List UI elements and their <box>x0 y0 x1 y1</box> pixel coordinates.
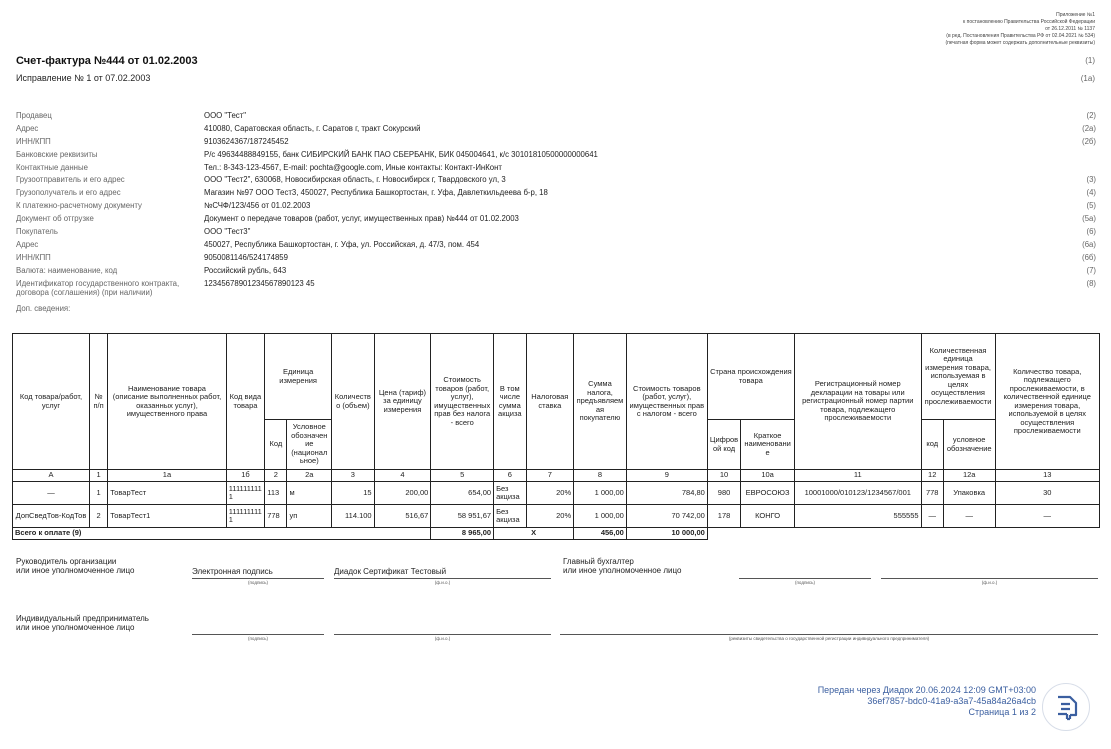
cell: 516,67 <box>374 505 431 528</box>
cell: 70 742,00 <box>626 505 707 528</box>
subtitle-code: (1а) <box>1080 74 1095 83</box>
field-label: ИНН/КПП <box>16 252 51 262</box>
cell: 30 <box>995 482 1099 505</box>
cell: м <box>287 482 332 505</box>
field-row <box>16 266 1096 279</box>
field-label: ИНН/КПП <box>16 136 51 146</box>
total-cost-no-tax: 8 965,00 <box>431 528 494 540</box>
cell: 784,80 <box>626 482 707 505</box>
col-header: Регистрационный номер декларации на товары или регистрационный номер партии товара, подлежащего прослеживаемости <box>794 334 921 470</box>
cell: — <box>943 505 995 528</box>
field-value: 450027, Республика Башкортостан, г. Уфа, ул. Российская, д. 47/3, пом. 454 <box>204 239 480 249</box>
cell: 1111111111 <box>226 482 264 505</box>
col-number: 4 <box>374 470 431 482</box>
field-label: Доп. сведения: <box>16 303 71 313</box>
field-row <box>16 175 1096 188</box>
field-value: Российский рубль, 643 <box>204 265 287 275</box>
field-label: Грузоотправитель и его адрес <box>16 175 125 185</box>
table-row <box>13 482 1100 505</box>
field-code: (3) <box>1086 175 1096 185</box>
correction-line: Исправление № 1 от 07.02.2003 <box>16 73 151 83</box>
total-label: Всего к оплате (9) <box>13 528 431 540</box>
annex-line: Приложение №1 <box>1056 12 1095 18</box>
cell: 654,00 <box>431 482 494 505</box>
field-row <box>16 124 1096 137</box>
field-value: Магазин №97 ООО Тест3, 450027, Республика Башкортостан, г. Уфа, Давлеткильдеева б-р, 18 <box>204 188 548 198</box>
col-number: 1б <box>226 470 264 482</box>
col-number: А <box>13 470 90 482</box>
cell: 58 951,67 <box>431 505 494 528</box>
cell: КОНГО <box>741 505 795 528</box>
entrepreneur-name-field <box>334 623 551 635</box>
total-cost-tax: 10 000,00 <box>626 528 707 540</box>
col-number: 10а <box>741 470 795 482</box>
field-label: Адрес <box>16 239 39 249</box>
cell: 778 <box>265 505 287 528</box>
field-code: (7) <box>1086 265 1096 275</box>
total-tax: 456,00 <box>574 528 627 540</box>
col-header: Цена (тариф) за единицу измерения <box>374 334 431 470</box>
field-code: (5) <box>1086 201 1096 211</box>
name-hint: (ф.и.о.) <box>981 580 998 585</box>
name-hint: (ф.и.о.) <box>434 636 451 641</box>
field-label: К платежно-расчетному документу <box>16 201 142 211</box>
sign-hint: (подпись) <box>247 580 268 585</box>
field-code: (2б) <box>1082 136 1096 146</box>
title-code: (1) <box>1085 56 1095 65</box>
cell: 2 <box>89 505 107 528</box>
field-row <box>16 201 1096 214</box>
cell: 555555 <box>794 505 921 528</box>
table-row <box>13 505 1100 528</box>
col-number: 8 <box>574 470 627 482</box>
cell: 1 <box>89 482 107 505</box>
empty-cell <box>707 528 1099 540</box>
entrepreneur-certificate-field <box>560 623 1098 635</box>
field-code: (4) <box>1086 188 1096 198</box>
name-hint: (ф.и.о.) <box>434 580 451 585</box>
col-number: 2 <box>265 470 287 482</box>
transfer-stamp-text <box>818 685 1036 718</box>
total-excise: X <box>494 528 574 540</box>
field-value: 410080, Саратовская область, г. Саратов г, тракт Сокурский <box>204 123 421 133</box>
cell: 1 000,00 <box>574 505 627 528</box>
cell: Без акциза <box>494 482 526 505</box>
col-header: условное обозначение <box>943 420 995 470</box>
page-counter: Страница 1 из 2 <box>968 707 1036 717</box>
field-value: 12345678901234567890123 45 <box>204 278 315 288</box>
field-label: Контактные данные <box>16 162 88 172</box>
cell: уп <box>287 505 332 528</box>
field-value: ООО "Тест3" <box>204 227 251 237</box>
field-label: Банковские реквизиты <box>16 149 98 159</box>
annex-line: (печатная форма может содержать дополнительные реквизиты) <box>945 40 1095 46</box>
field-label: Идентификатор государственного контракта, договора (соглашения) (при наличии) <box>16 278 180 297</box>
cell: Упаковка <box>943 482 995 505</box>
col-header: Краткое наименование <box>741 420 795 470</box>
field-label: Документ об отгрузке <box>16 214 94 224</box>
accountant-signature-field <box>739 567 871 579</box>
col-number: 1 <box>89 470 107 482</box>
field-value: 9103624367/187245452 <box>204 136 289 146</box>
cell: 15 <box>332 482 375 505</box>
invoice-title: Счет-фактура №444 от 01.02.2003 <box>16 55 198 67</box>
col-header: № п/п <box>89 334 107 470</box>
annex-line: к постановлению Правительства Российской Федерации <box>963 19 1095 25</box>
col-number: 12а <box>943 470 995 482</box>
col-header: код <box>921 420 943 470</box>
col-header: Цифровой код <box>707 420 740 470</box>
col-number: 6 <box>494 470 526 482</box>
field-code: (8) <box>1086 278 1096 288</box>
invoice-fields <box>16 111 1096 316</box>
field-row <box>16 137 1096 150</box>
cell: 114.100 <box>332 505 375 528</box>
field-row <box>16 227 1096 240</box>
col-header: Код <box>265 420 287 470</box>
cell: 778 <box>921 482 943 505</box>
entrepreneur-signature-field <box>192 623 324 635</box>
field-row <box>16 188 1096 201</box>
cell: 20% <box>526 505 574 528</box>
sign-hint: (подпись) <box>794 580 815 585</box>
cell: Без акциза <box>494 505 526 528</box>
cell: 1111111111 <box>226 505 264 528</box>
head-signature-field: Электронная подпись <box>192 567 324 579</box>
col-header: В том числе сумма акциза <box>494 334 526 470</box>
cell: 1 000,00 <box>574 482 627 505</box>
col-number: 9 <box>626 470 707 482</box>
col-number: 11 <box>794 470 921 482</box>
field-value: ООО "Тест" <box>204 111 247 120</box>
field-value: ООО "Тест2", 630068, Новосибирская область, г. Новосибирск г, Твардовского ул, 3 <box>204 175 506 185</box>
cell: — <box>995 505 1099 528</box>
entrepreneur-label: Индивидуальный предприниматель или иное уполномоченное лицо <box>16 614 149 632</box>
cell: 980 <box>707 482 740 505</box>
col-header: Сумма налога, предъявляемая покупателю <box>574 334 627 470</box>
diadoc-logo-icon <box>1055 695 1079 721</box>
field-row <box>16 150 1096 163</box>
col-number: 10 <box>707 470 740 482</box>
cell: ТоварТест1 <box>108 505 227 528</box>
col-number: 5 <box>431 470 494 482</box>
field-row <box>16 279 1096 304</box>
col-header: Наименование товара (описание выполненных работ, оказанных услуг), имущественного права <box>108 334 227 470</box>
col-header: Стоимость товаров (работ, услуг), имущественных прав без налога - всего <box>431 334 494 470</box>
col-header: Единица измерения <box>265 334 332 420</box>
field-code: (6а) <box>1082 239 1096 249</box>
transfer-date: Передан через Диадок 20.06.2024 12:09 GMT+03:00 <box>817 685 1036 695</box>
field-row <box>16 253 1096 266</box>
field-label: Покупатель <box>16 227 58 237</box>
accountant-name-field <box>881 567 1098 579</box>
field-code: (2а) <box>1082 123 1096 133</box>
col-header: Код вида товара <box>226 334 264 470</box>
cell: ДопСведТов-КодТов <box>13 505 90 528</box>
col-header: Условное обозначение (национальное) <box>287 420 332 470</box>
col-header: Стоимость товаров (работ, услуг), имущественных прав с налогом - всего <box>626 334 707 470</box>
col-header: Налоговая ставка <box>526 334 574 470</box>
field-row <box>16 163 1096 176</box>
field-row <box>16 304 1096 317</box>
col-header: Количество товара, подлежащего прослеживаемости, в количественной единице измерения товара, используемой в целях осуществления прослеживаемости <box>995 334 1099 470</box>
total-row <box>13 528 1100 540</box>
cell: 20% <box>526 482 574 505</box>
field-value: №СЧФ/123/456 от 01.02.2003 <box>204 201 311 211</box>
annex-header <box>895 12 1095 47</box>
document-guid: 36ef7857-bdc0-41a9-a3a7-45a84a26a4cb <box>867 696 1036 706</box>
col-header: Код товара/работ, услуг <box>13 334 90 470</box>
accountant-label: Главный бухгалтер или иное уполномоченное лицо <box>563 557 682 575</box>
diadoc-stamp <box>1042 683 1090 731</box>
col-number: 7 <box>526 470 574 482</box>
col-header: Количество (объем) <box>332 334 375 470</box>
field-label: Грузополучатель и его адрес <box>16 188 121 198</box>
field-row <box>16 111 1096 124</box>
col-number: 1а <box>108 470 227 482</box>
col-number: 12 <box>921 470 943 482</box>
field-code: (6б) <box>1082 252 1096 262</box>
field-label: Валюта: наименование, код <box>16 265 118 275</box>
field-code: (5а) <box>1082 214 1096 224</box>
certificate-hint: (реквизиты свидетельства о государственной регистрации индивидуального предпринимателя) <box>728 636 930 641</box>
cell: 178 <box>707 505 740 528</box>
col-header: Количественная единица измерения товара, используемая в целях осуществления прослеживаемости <box>921 334 995 420</box>
field-row <box>16 214 1096 227</box>
annex-line: (в ред. Постановления Правительства РФ от 02.04.2021 № 534) <box>946 33 1095 39</box>
col-number: 2а <box>287 470 332 482</box>
field-value: 9050081146/524174859 <box>204 252 288 262</box>
col-number: 13 <box>995 470 1099 482</box>
col-header: Страна происхождения товара <box>707 334 794 420</box>
invoice-table <box>12 333 1100 540</box>
cell: — <box>13 482 90 505</box>
cell: 113 <box>265 482 287 505</box>
field-code: (2) <box>1086 111 1096 120</box>
field-value: Тел.: 8-343-123-4567, E-mail: pochta@google.com, Иные контакты: Контакт-ИнКонт <box>204 162 502 172</box>
cell: ЕВРОСОЮЗ <box>741 482 795 505</box>
field-value: Р/с 49634488849155, банк СИБИРСКИЙ БАНК ПАО СБЕРБАНК, БИК 045004641, к/с 30101810500000000641 <box>204 149 598 159</box>
col-number: 3 <box>332 470 375 482</box>
column-numbers-row <box>13 470 1100 482</box>
cell: 10001000/010123/1234567/001 <box>794 482 921 505</box>
cell: — <box>921 505 943 528</box>
field-label: Адрес <box>16 123 39 133</box>
head-signer-label: Руководитель организации или иное уполномоченное лицо <box>16 557 135 575</box>
field-value: Документ о передаче товаров (работ, услуг, имущественных прав) №444 от 01.02.2003 <box>204 214 519 224</box>
field-label: Продавец <box>16 111 52 120</box>
cell: 200,00 <box>374 482 431 505</box>
head-name-field: Диадок Сертификат Тестовый <box>334 567 551 579</box>
field-row <box>16 240 1096 253</box>
cell: ТоварТест <box>108 482 227 505</box>
field-code: (6) <box>1086 227 1096 237</box>
sign-hint: (подпись) <box>247 636 268 641</box>
annex-line: от 26.12.2011 № 1137 <box>1045 26 1095 32</box>
